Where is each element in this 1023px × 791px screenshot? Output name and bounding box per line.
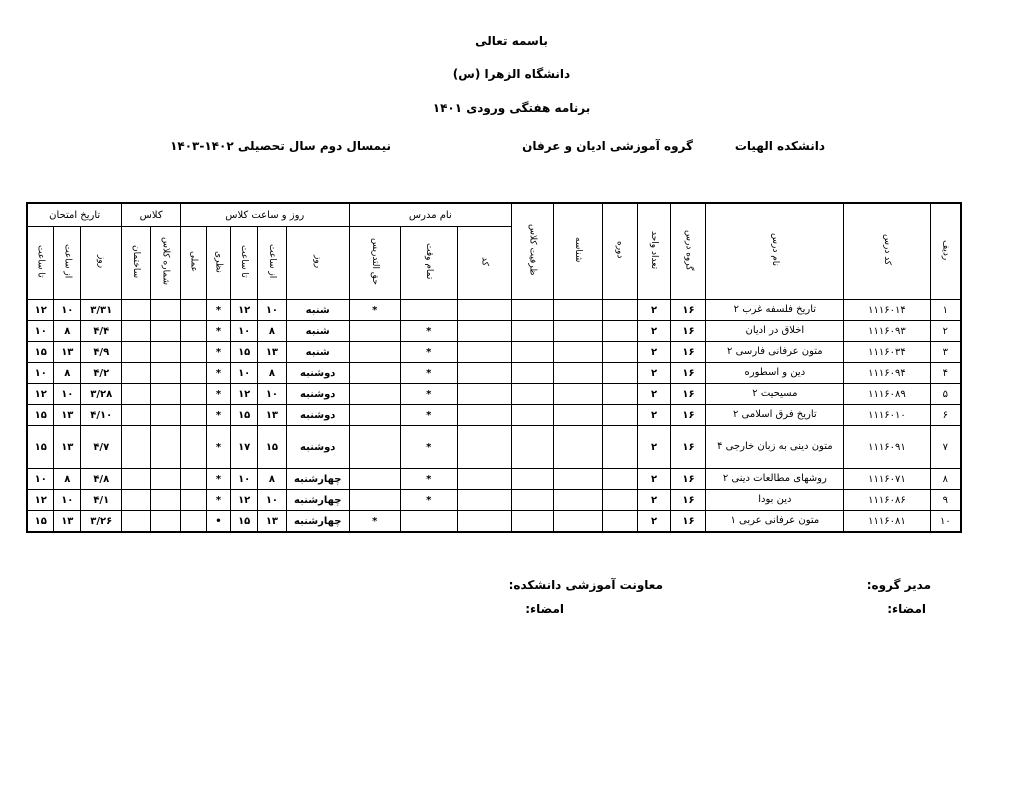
col-units: تعداد واحد: [637, 203, 671, 300]
table-row: ۱۰ ۱۱۱۶۰۸۱ متون عرفانی عربی ۱ ۱۶ ۲ * چهارشنبه ۱۳ ۱۵ • ۳/۲۶ ۱۳ ۱۵: [27, 511, 961, 533]
group-name: گروه آموزشی ادیان و عرفان: [522, 139, 693, 153]
table-row: ۳ ۱۱۱۶۰۳۴ متون عرفانی فارسی ۲ ۱۶ ۲ * شنبه ۱۳ ۱۵ * ۴/۹ ۱۳ ۱۵: [27, 342, 961, 363]
col-room: شماره کلاس: [151, 227, 181, 300]
vice-dean-signature-label: امضاء:: [525, 602, 564, 616]
col-day: روز: [286, 227, 349, 300]
group-exam: تاریخ امتحان: [27, 203, 122, 227]
col-building: ساختمان: [122, 227, 151, 300]
table-row: ۲ ۱۱۱۶۰۹۳ اخلاق در ادیان ۱۶ ۲ * شنبه ۸ ۱۰ * ۴/۴ ۸ ۱۰: [27, 321, 961, 342]
table-row: ۹ ۱۱۱۶۰۸۶ دین بودا ۱۶ ۲ * چهارشنبه ۱۰ ۱۲ * ۴/۱ ۱۰ ۱۲: [27, 490, 961, 511]
table-row: ۷ ۱۱۱۶۰۹۱ متون دینی به زبان خارجی ۴ ۱۶ ۲ * دوشنبه ۱۵ ۱۷ * ۴/۷ ۱۳ ۱۵: [27, 426, 961, 469]
semester-label: نیمسال دوم سال تحصیلی ۱۴۰۲-۱۴۰۳: [170, 139, 391, 153]
col-dore: دوره: [602, 203, 637, 300]
col-to: تا ساعت: [231, 227, 258, 300]
header-program: برنامه هفتگی ورودی ۱۴۰۱: [432, 101, 591, 115]
col-hourly: حق التدریس: [349, 227, 400, 300]
col-fulltime: تمام وقت: [401, 227, 458, 300]
vice-dean-label: معاونت آموزشی دانشکده:: [508, 578, 663, 592]
schedule-table: [26, 202, 962, 533]
col-from: از ساعت: [258, 227, 287, 300]
col-exam-day: روز: [81, 227, 122, 300]
group-teacher: نام مدرس: [349, 203, 512, 227]
col-course-group: گروه درس: [671, 203, 706, 300]
group-class: کلاس: [122, 203, 181, 227]
col-teacher-code: کد: [457, 227, 512, 300]
col-name: نام درس: [706, 203, 844, 300]
table-row: ۶ ۱۱۱۶۰۱۰ تاریخ فرق اسلامی ۲ ۱۶ ۲ * دوشنبه ۱۳ ۱۵ * ۴/۱۰ ۱۳ ۱۵: [27, 405, 961, 426]
col-theory: نظری: [206, 227, 231, 300]
group-day-time: روز و ساعت کلاس: [180, 203, 349, 227]
group-manager-label: مدیر گروه:: [866, 578, 931, 592]
col-practical: عملی: [180, 227, 206, 300]
col-row: ردیف: [930, 203, 961, 300]
col-exam-to: تا ساعت: [27, 227, 54, 300]
table-row: ۸ ۱۱۱۶۰۷۱ روشهای مطالعات دینی ۲ ۱۶ ۲ * چهارشنبه ۸ ۱۰ * ۴/۸ ۸ ۱۰: [27, 469, 961, 490]
table-row: ۱ ۱۱۱۶۰۱۴ تاریخ فلسفه غرب ۲ ۱۶ ۲ * شنبه ۱۰ ۱۲ * ۳/۳۱ ۱۰ ۱۲: [27, 300, 961, 321]
col-capacity: ظرفیت کلاس: [512, 203, 554, 300]
col-code: کد درس: [844, 203, 930, 300]
manager-signature-label: امضاء:: [887, 602, 926, 616]
faculty-name: دانشکده الهیات: [734, 139, 825, 153]
header-line-1: باسمه تعالی: [475, 34, 548, 48]
table-row: ۵ ۱۱۱۶۰۸۹ مسیحیت ۲ ۱۶ ۲ * دوشنبه ۱۰ ۱۲ * ۳/۲۸ ۱۰ ۱۲: [27, 384, 961, 405]
col-shenase: شناسه: [554, 203, 602, 300]
col-exam-from: از ساعت: [54, 227, 81, 300]
table-row: ۴ ۱۱۱۶۰۹۴ دین و اسطوره ۱۶ ۲ * دوشنبه ۸ ۱۰ * ۴/۲ ۸ ۱۰: [27, 363, 961, 384]
header-university: دانشگاه الزهرا (س): [452, 67, 571, 81]
